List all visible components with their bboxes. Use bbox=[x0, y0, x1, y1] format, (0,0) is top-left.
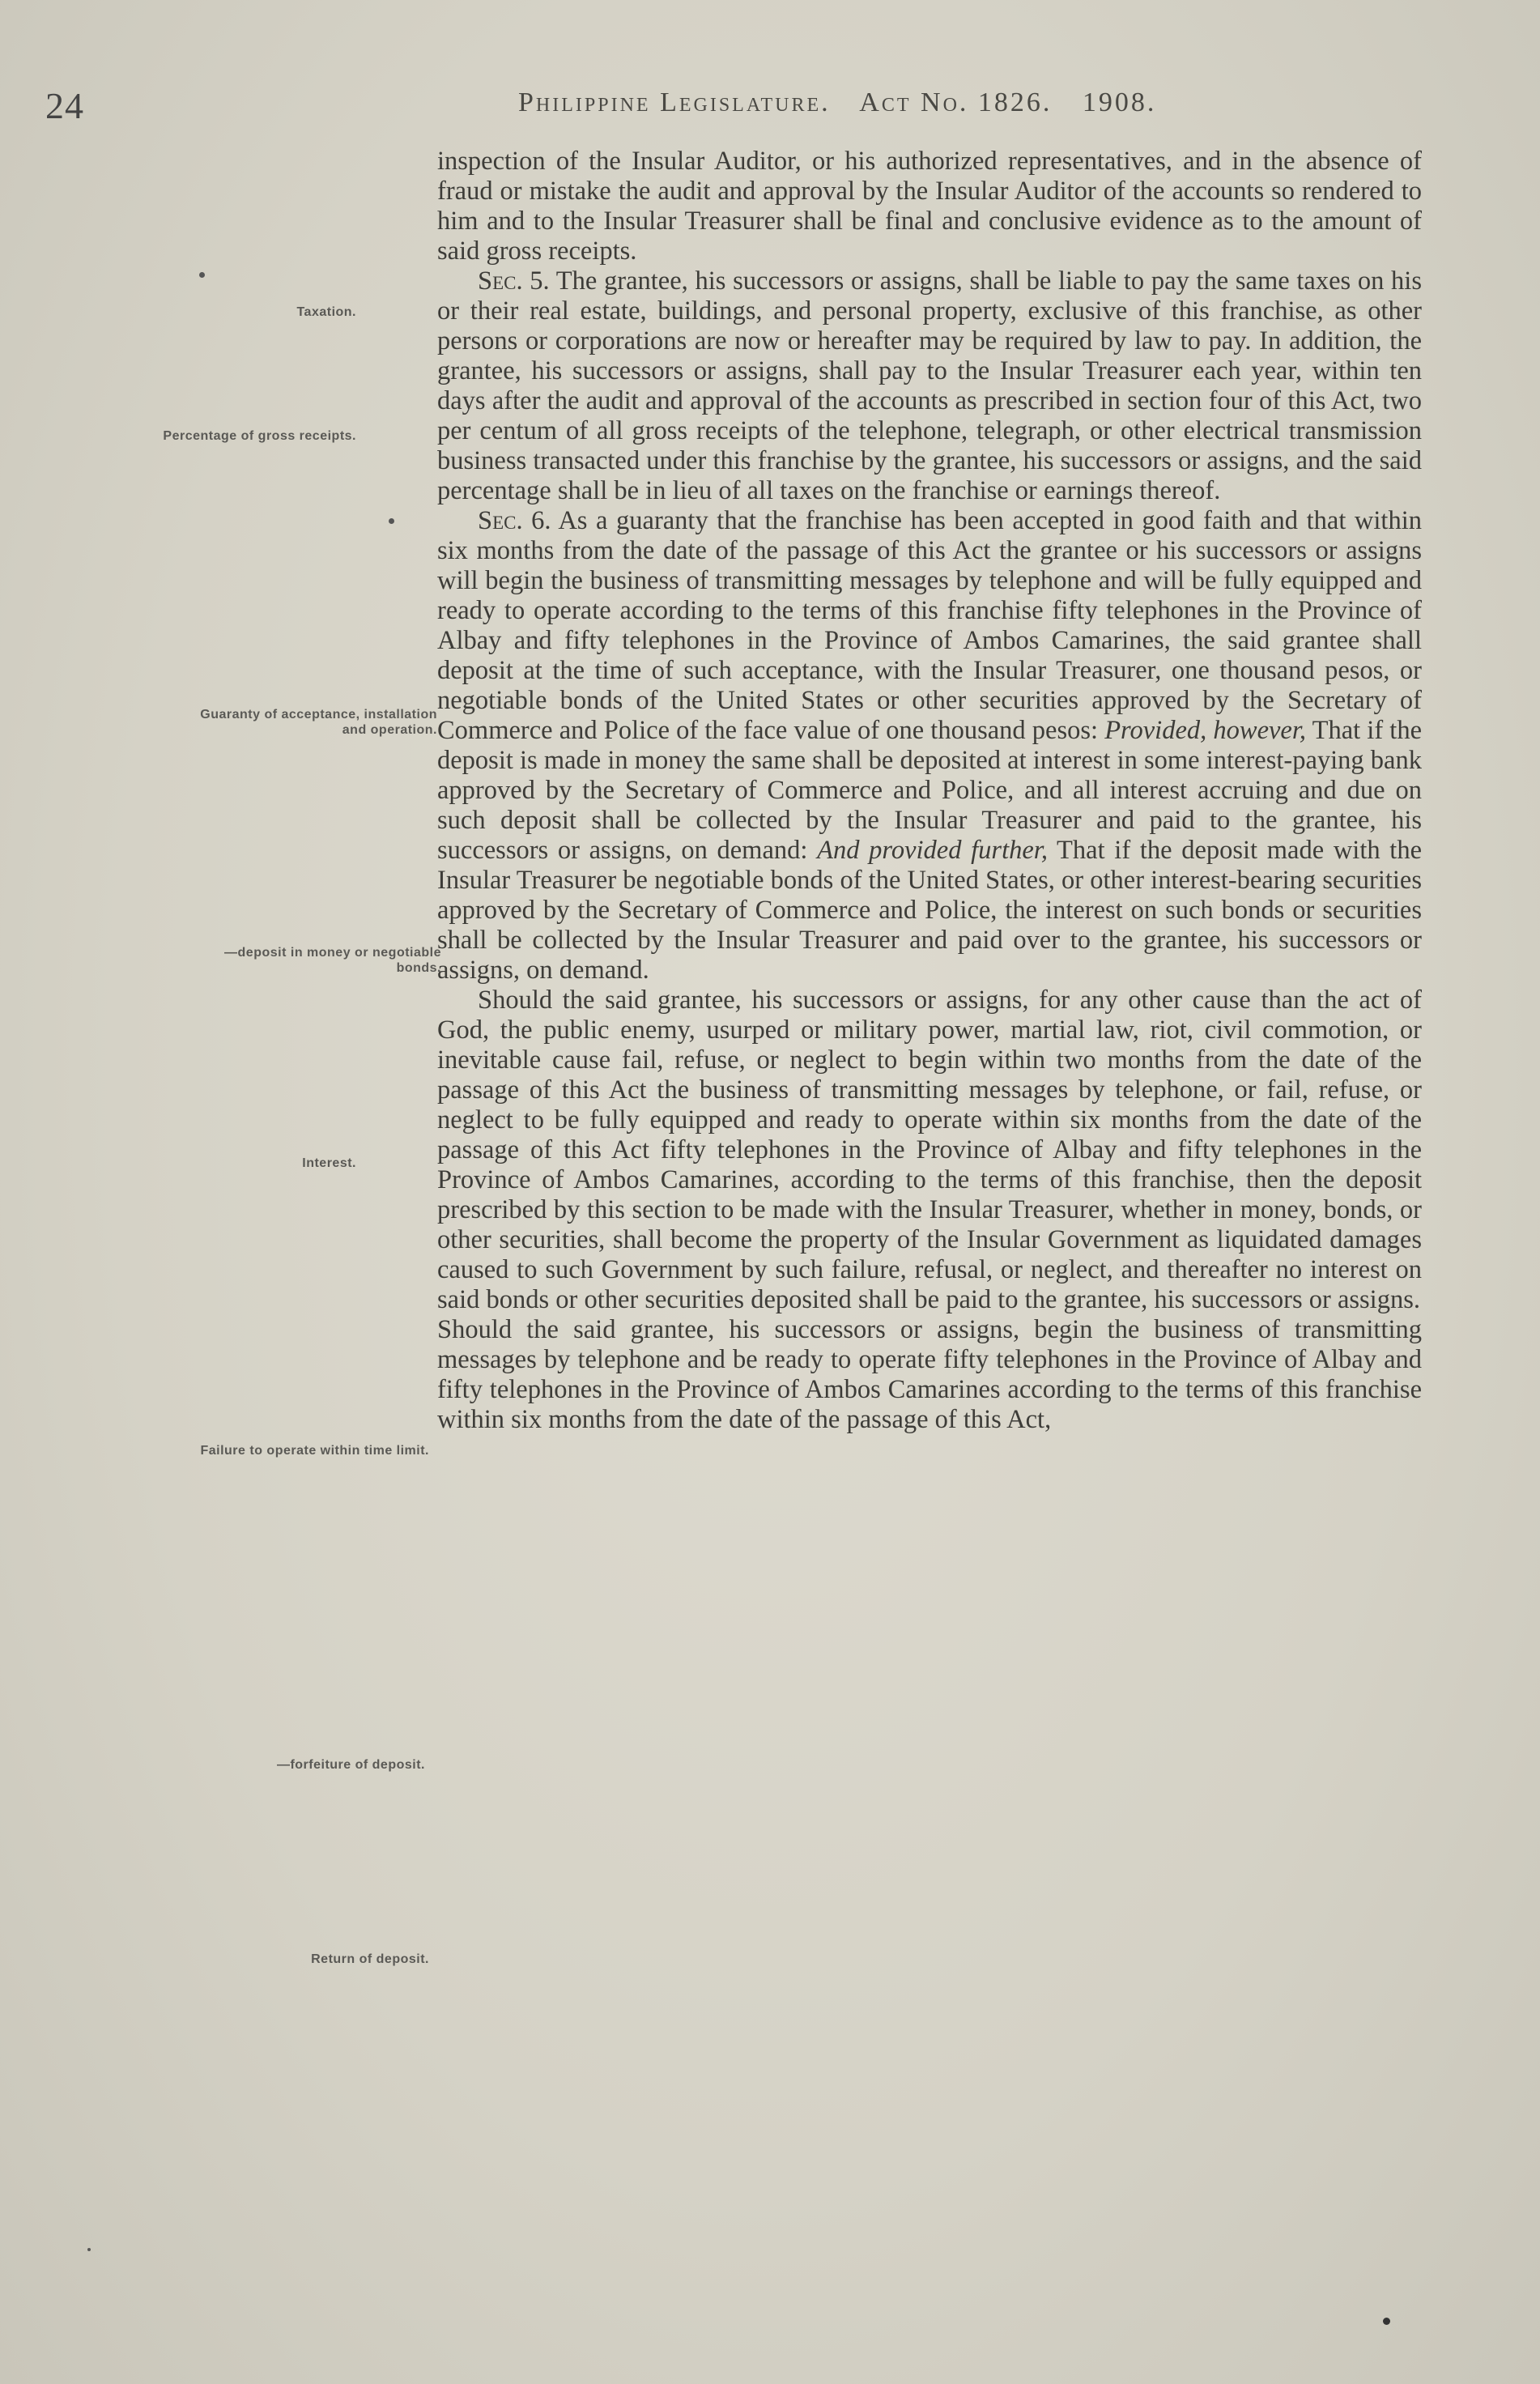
margin-note-deposit: —deposit in money or negotiable bonds. bbox=[224, 946, 441, 975]
proviso: Provided, however, bbox=[1104, 716, 1307, 745]
margin-note-failure: Failure to operate within time limit. bbox=[200, 1444, 429, 1458]
body-text bbox=[437, 147, 1422, 1435]
scan-speck bbox=[1383, 2318, 1390, 2325]
paragraph-continuation: inspection of the Insular Auditor, or his authorized representatives, and in the absence of fraud or mistake the audit and approval by the Insular Auditor of the accounts so rendered to him and to the Insular Treasurer shall be final and conclusive evidence as to the amount of said gross receipts. bbox=[437, 147, 1422, 266]
paragraph-return: Should the said grantee, his successors or assigns, begin the business of transmitting messages by telephone and be ready to operate fifty telephones in the Province of Albay and fifty telephones in the Province of Ambos Camarines according to the terms of this franchise within six months from the date of the passage of this Act, bbox=[437, 1315, 1422, 1434]
running-head bbox=[518, 87, 1177, 118]
scan-speck bbox=[389, 518, 394, 524]
paragraph-sec-5: Sec. 5. The grantee, his successors or assigns, shall be liable to pay the same taxes on his or their real estate, buildings, and personal property, exclusive of this franchise, as other persons or corporations are now or hereafter may be required by law to pay. In addition, the grantee, his successors or assigns, shall pay to the Insular Treasurer each year, within ten days after the audit and approval of the accounts as prescribed in section four of this Act, two per centum of all gross receipts of the telephone, telegraph, or other electrical transmission business transacted under this franchise by the grantee, his successors or assigns, and the said percentage shall be in lieu of all taxes on the franchise or earnings thereof. bbox=[437, 266, 1422, 505]
page-number: 24 bbox=[45, 85, 84, 126]
margin-note-taxation: Taxation. bbox=[296, 305, 356, 319]
margin-note-interest: Interest. bbox=[302, 1156, 356, 1170]
margin-note-percentage: Percentage of gross receipts. bbox=[163, 429, 356, 443]
paragraph-sec-6: Sec. 6. As a guaranty that the franchise has been accepted in good faith and that within six months from the date of the passage of this Act the grantee or his successors or assigns will begin the business of transmitting messages by telephone and will be fully equipped and ready to operate according to the terms of this franchise fifty telephones in the Province of Albay and fifty telephones in the Province of Ambos Camarines, the said grantee shall deposit at the time of such acceptance, with the Insular Treasurer, one thousand pesos, or negotiable bonds of the United States or other securities approved by the Secretary of Commerce and Police of the face value of one thousand pesos: Provided, however, That if the deposit is made in money the same shall be deposited at interest in some interest-paying bank approved by the Secretary of Commerce and Police, and all interest accruing and due on such deposit shall be collected by the Insular Treasurer and paid to the grantee, his successors or assigns, on demand: And provided further, That if the deposit made with the Insular Treasurer be negotiable bonds of the United States, or other interest-bearing securities approved by the Secretary of Commerce and Police, the interest on such bonds or securities shall be collected by the Insular Treasurer and paid over to the grantee, his successors or assigns, on demand. bbox=[437, 506, 1422, 985]
paragraph-failure: Should the said grantee, his successors or assigns, for any other cause than the act of God, the public enemy, usurped or military power, martial law, riot, civil commotion, or inevitable cause fail, refuse, or neglect to begin within two months from the date of the passage of this Act the business of transmitting messages by telephone, or fail, refuse, or neglect to be fully equipped and ready to operate within six months from the date of the passage of this Act fifty telephones in the Province of Albay and fifty telephones in the Province of Ambos Camarines, according to the terms of this franchise, then the deposit prescribed by this section to be made with the Insular Treasurer, whether in money, bonds, or other securities, shall become the property of the Insular Government as liquidated damages caused to such Government by such failure, refusal, or neglect, and thereafter no interest on said bonds or other securities deposited shall be paid to the grantee, his successors or assigns. bbox=[437, 986, 1422, 1314]
scan-speck bbox=[199, 272, 205, 278]
section-label: Sec. 6. bbox=[478, 506, 551, 535]
running-head-title: Philippine Legislature. bbox=[518, 87, 831, 117]
margin-note-return: Return of deposit. bbox=[311, 1952, 429, 1966]
proviso: And provided further, bbox=[817, 836, 1048, 865]
scan-speck bbox=[87, 2248, 91, 2251]
margin-note-forfeiture: —forfeiture of deposit. bbox=[276, 1758, 425, 1772]
running-head-year: 1908. bbox=[1082, 87, 1157, 117]
running-head-act: Act No. 1826. bbox=[859, 87, 1053, 117]
margin-note-guaranty: Guaranty of acceptance, installation and operation. bbox=[200, 708, 437, 737]
section-label: Sec. 5. bbox=[478, 266, 550, 296]
